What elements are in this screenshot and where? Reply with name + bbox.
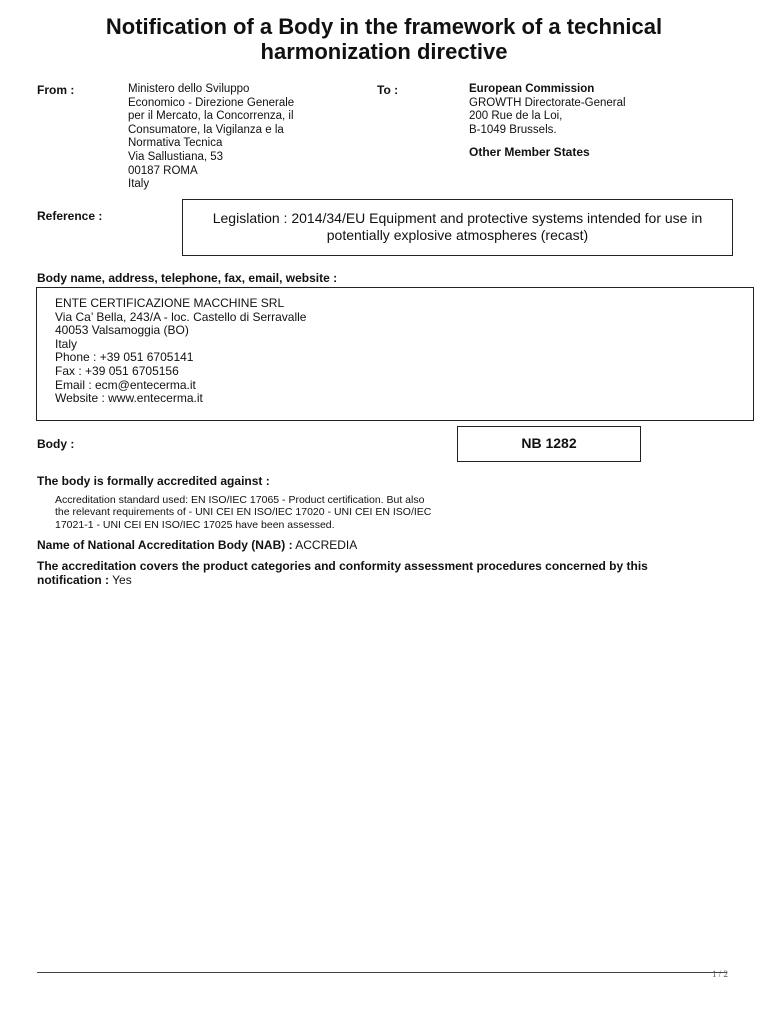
body-details-label: Body name, address, telephone, fax, email, website : (37, 271, 338, 285)
from-line: Economico - Direzione Generale (128, 96, 295, 109)
from-line: 00187 ROMA (128, 164, 198, 177)
reference-line: potentially explosive atmospheres (recast) (326, 227, 589, 243)
page-number: 1 / 2 (711, 969, 728, 979)
accreditation-line: the relevant requirements of - UNI CEI EN ISO/IEC 17020 - UNI CEI EN ISO/IEC (55, 506, 432, 519)
from-line: Via Sallustiana, 53 (128, 150, 224, 163)
to-label: To : (377, 83, 399, 97)
to-recipient-name: European Commission (469, 83, 595, 95)
document-title: Notification of a Body in the framework of a technical harmonization directive (105, 14, 663, 64)
nab-row (37, 538, 357, 552)
reference-label: Reference : (37, 209, 103, 223)
body-details-box (36, 287, 754, 421)
from-address (128, 83, 294, 192)
accreditation-line: 17021-1 - UNI CEI EN ISO/IEC 17025 have been assessed. (55, 518, 335, 531)
body-details-line: Phone : +39 051 6705141 (55, 350, 194, 365)
reference-line: Legislation : 2014/34/EU Equipment and protective systems intended for use in (212, 210, 703, 226)
to-line: B-1049 Brussels. (469, 123, 557, 136)
nab-label: Name of National Accreditation Body (NAB) : (37, 538, 293, 552)
from-label: From : (37, 83, 75, 97)
body-details-line: 40053 Valsamoggia (BO) (55, 323, 189, 338)
reference-box (182, 199, 733, 256)
body-details-line: Website : www.entecerma.it (55, 391, 203, 406)
nab-value: ACCREDIA (295, 538, 358, 552)
to-line: GROWTH Directorate-General (469, 96, 626, 109)
coverage-label-cont: notification : (37, 573, 109, 587)
notified-body-number: NB 1282 (457, 426, 641, 462)
accreditation-label: The body is formally accredited against : (37, 474, 270, 488)
from-line: Normativa Tecnica (128, 137, 223, 150)
coverage-value: Yes (112, 573, 132, 587)
body-label: Body : (37, 437, 75, 451)
body-details-line: Fax : +39 051 6705156 (55, 363, 179, 378)
body-details-line: Italy (55, 336, 78, 351)
to-address (469, 83, 626, 137)
accreditation-text (55, 494, 485, 531)
other-member-states: Other Member States (469, 145, 590, 159)
body-details-line: ENTE CERTIFICAZIONE MACCHINE SRL (55, 296, 285, 310)
from-line: per il Mercato, la Concorrenza, il (128, 110, 294, 123)
coverage-label: The accreditation covers the product categories and conformity assessment procedures concerned by this (37, 559, 648, 573)
accreditation-line: Accreditation standard used: EN ISO/IEC 17065 - Product certification. But also (55, 494, 425, 506)
body-details-line: Via Ca’ Bella, 243/A - loc. Castello di Serravalle (55, 309, 307, 324)
footer-divider (37, 972, 727, 973)
from-line: Ministero dello Sviluppo (128, 83, 250, 95)
to-line: 200 Rue de la Loi, (469, 110, 563, 123)
body-details-line: Email : ecm@entecerma.it (55, 377, 196, 392)
coverage-row (37, 559, 648, 587)
from-line: Consumatore, la Vigilanza e la (128, 123, 284, 136)
from-line: Italy (128, 178, 150, 191)
